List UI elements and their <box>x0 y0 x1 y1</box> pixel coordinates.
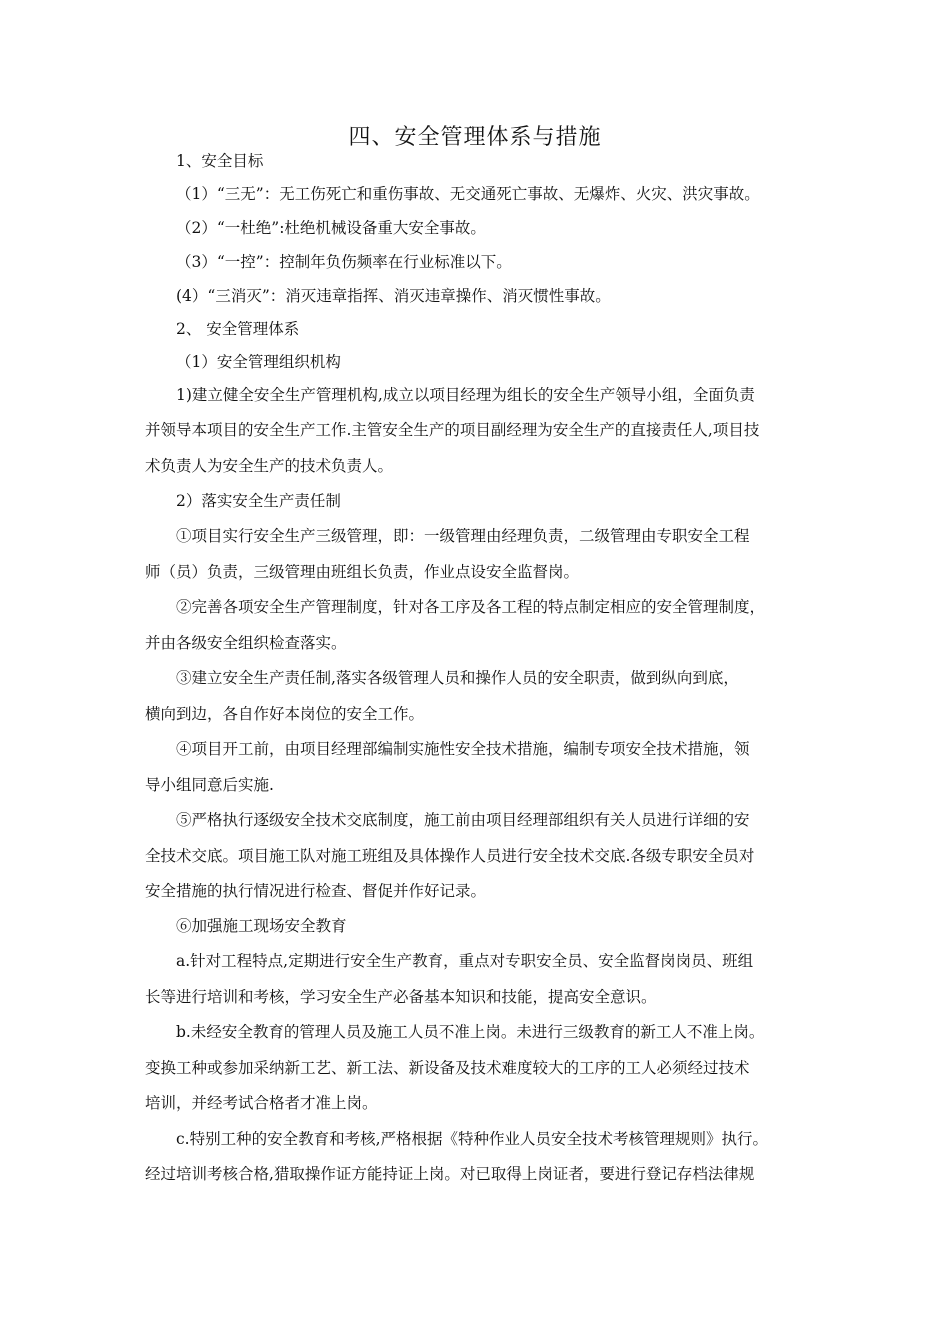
document-title: 四、安全管理体系与措施 <box>348 125 602 150</box>
text-line: 导小组同意后实施. <box>145 776 274 794</box>
text-line: 师（员）负责，三级管理由班组长负责，作业点设安全监督岗。 <box>145 563 580 581</box>
text-line: 全技术交底。项目施工队对施工班组及具体操作人员进行安全技术交底.各级专职安全员对 <box>145 847 755 865</box>
text-line: 培训，并经考试合格者才准上岗。 <box>145 1094 378 1112</box>
text-line: 1)建立健全安全生产管理机构,成立以项目经理为组长的安全生产领导小组，全面负责 <box>176 386 755 404</box>
text-line: 2）落实安全生产责任制 <box>176 492 341 510</box>
text-line: (4）“三消灭”：消灭违章指挥、消灭违章操作、消灭惯性事故。 <box>176 287 611 305</box>
text-line: c.特别工种的安全教育和考核,严格根据《特种作业人员安全技术考核管理规则》执行。 <box>176 1130 769 1148</box>
text-line: ①项目实行安全生产三级管理，即：一级管理由经理负责，二级管理由专职安全工程 <box>176 527 750 545</box>
text-line: 横向到边，各自作好本岗位的安全工作。 <box>145 705 425 723</box>
text-line: ④项目开工前，由项目经理部编制实施性安全技术措施，编制专项安全技术措施，领 <box>176 740 750 758</box>
text-line: ⑤严格执行逐级安全技术交底制度，施工前由项目经理部组织有关人员进行详细的安 <box>176 811 750 829</box>
text-line: （3）“一控”：控制年负伤频率在行业标准以下。 <box>176 253 512 271</box>
text-line: 1、安全目标 <box>176 152 264 170</box>
text-line: 并领导本项目的安全生产工作.主管安全生产的项目副经理为安全生产的直接责任人,项目技 <box>145 421 760 439</box>
text-line: 安全措施的执行情况进行检查、督促并作好记录。 <box>145 882 487 900</box>
text-line: （1）安全管理组织机构 <box>176 353 341 371</box>
text-line: 长等进行培训和考核，学习安全生产必备基本知识和技能，提高安全意识。 <box>145 988 657 1006</box>
text-line: 变换工种或参加采纳新工艺、新工法、新设备及技术难度较大的工序的工人必须经过技术 <box>145 1059 750 1077</box>
text-line: a.针对工程特点,定期进行安全生产教育，重点对专职安全员、安全监督岗岗员、班组 <box>176 952 754 970</box>
text-line: 2、 安全管理体系 <box>176 320 300 338</box>
text-line: （2）“一杜绝”:杜绝机械设备重大安全事故。 <box>176 219 486 237</box>
text-line: 经过培训考核合格,猎取操作证方能持证上岗。对已取得上岗证者，要进行登记存档法律规 <box>145 1165 755 1183</box>
text-line: ②完善各项安全生产管理制度，针对各工序及各工程的特点制定相应的安全管理制度， <box>176 598 766 616</box>
text-line: 术负责人为安全生产的技术负责人。 <box>145 457 394 475</box>
text-line: b.未经安全教育的管理人员及施工人员不准上岗。未进行三级教育的新工人不准上岗。 <box>176 1023 765 1041</box>
text-line: （1）“三无”：无工伤死亡和重伤事故、无交通死亡事故、无爆炸、火灾、洪灾事故。 <box>176 185 760 203</box>
text-line: ③建立安全生产责任制,落实各级管理人员和操作人员的安全职责，做到纵向到底， <box>176 669 739 687</box>
text-line: 并由各级安全组织检查落实。 <box>145 634 347 652</box>
text-line: ⑥加强施工现场安全教育 <box>176 917 347 935</box>
